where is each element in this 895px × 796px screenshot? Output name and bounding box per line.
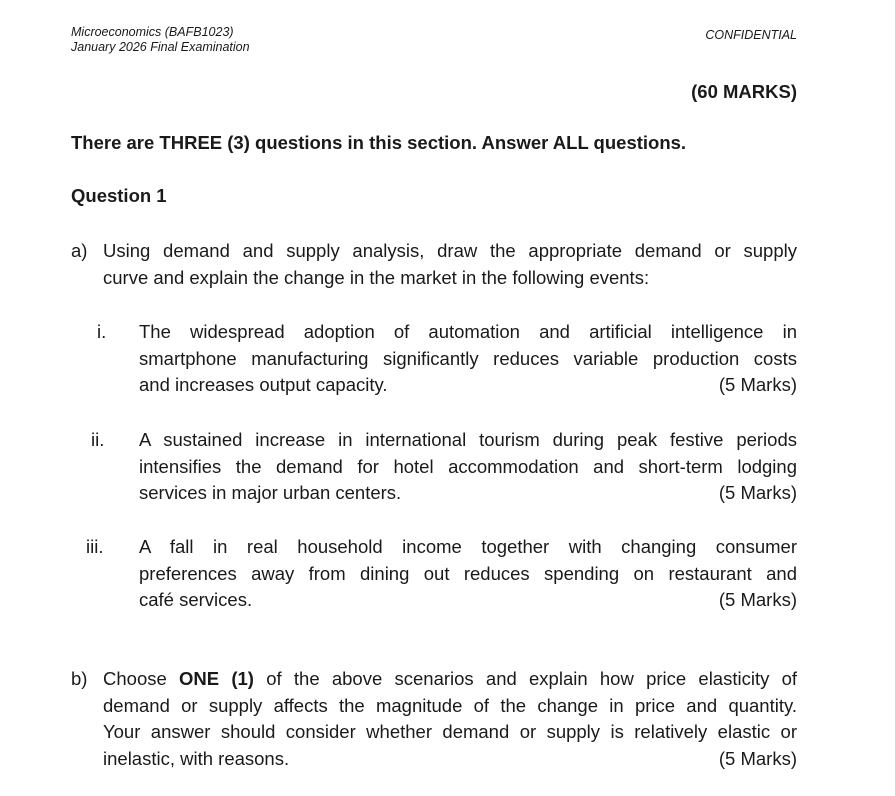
part-b-line: Your answer should consider whether demand or supply is relatively elastic or (103, 721, 797, 742)
part-b-emphasis: ONE (1) (179, 668, 254, 689)
item-marks: (5 Marks) (718, 374, 797, 395)
page-header-left (71, 25, 250, 55)
section-total-marks: (60 MARKS) (691, 81, 797, 102)
item-last-line (139, 372, 797, 399)
item-line: intensifies the demand for hotel accommodation and short-term lodging (139, 455, 797, 477)
item-line: café services. (139, 589, 253, 610)
item-line: and increases output capacity. (139, 374, 388, 395)
course-code: Microeconomics (BAFB1023) (71, 25, 234, 39)
section-instruction: There are THREE (3) questions in this section. Answer ALL questions. (71, 132, 687, 153)
item-ii-label: ii. (91, 429, 105, 450)
part-b-line: inelastic, with reasons. (103, 747, 290, 769)
item-last-line (139, 480, 797, 507)
item-ii-text (139, 427, 797, 507)
item-line: services in major urban centers. (139, 482, 402, 503)
item-line: smartphone manufacturing significantly reduces variable production costs (139, 347, 797, 369)
item-iii-label: iii. (86, 536, 104, 557)
item-iii-text (139, 534, 797, 614)
question-title: Question 1 (71, 185, 167, 206)
part-b-last-line (103, 746, 797, 773)
part-b-label: b) (71, 668, 88, 689)
item-line: The widespread adoption of automation and artificial intelligence in (139, 321, 797, 342)
item-marks: (5 Marks) (718, 482, 797, 503)
item-line: preferences away from dining out reduces spending on restaurant and (139, 562, 797, 584)
part-b-marks: (5 Marks) (718, 747, 797, 769)
part-a-line: curve and explain the change in the market in the following events: (103, 266, 650, 288)
item-i-text (139, 319, 797, 399)
confidential-label: CONFIDENTIAL (705, 28, 797, 42)
exam-title: January 2026 Final Examination (71, 40, 250, 54)
part-b-text (103, 666, 797, 772)
part-a-line: Using demand and supply analysis, draw the appropriate demand or supply (103, 240, 797, 261)
part-b-pre: Choose (103, 668, 167, 689)
part-a-text (103, 238, 797, 291)
item-last-line (139, 587, 797, 614)
item-line: A fall in real household income together with changing consumer (139, 536, 797, 557)
part-b-line: demand or supply affects the magnitude of the change in price and quantity. (103, 694, 797, 716)
item-line: A sustained increase in international tourism during peak festive periods (139, 429, 797, 450)
part-b-line (103, 666, 797, 693)
part-b-post: of the above scenarios and explain how price elasticity of (266, 668, 798, 689)
part-a-label: a) (71, 240, 88, 261)
item-i-label: i. (97, 321, 107, 342)
item-marks: (5 Marks) (718, 589, 797, 610)
